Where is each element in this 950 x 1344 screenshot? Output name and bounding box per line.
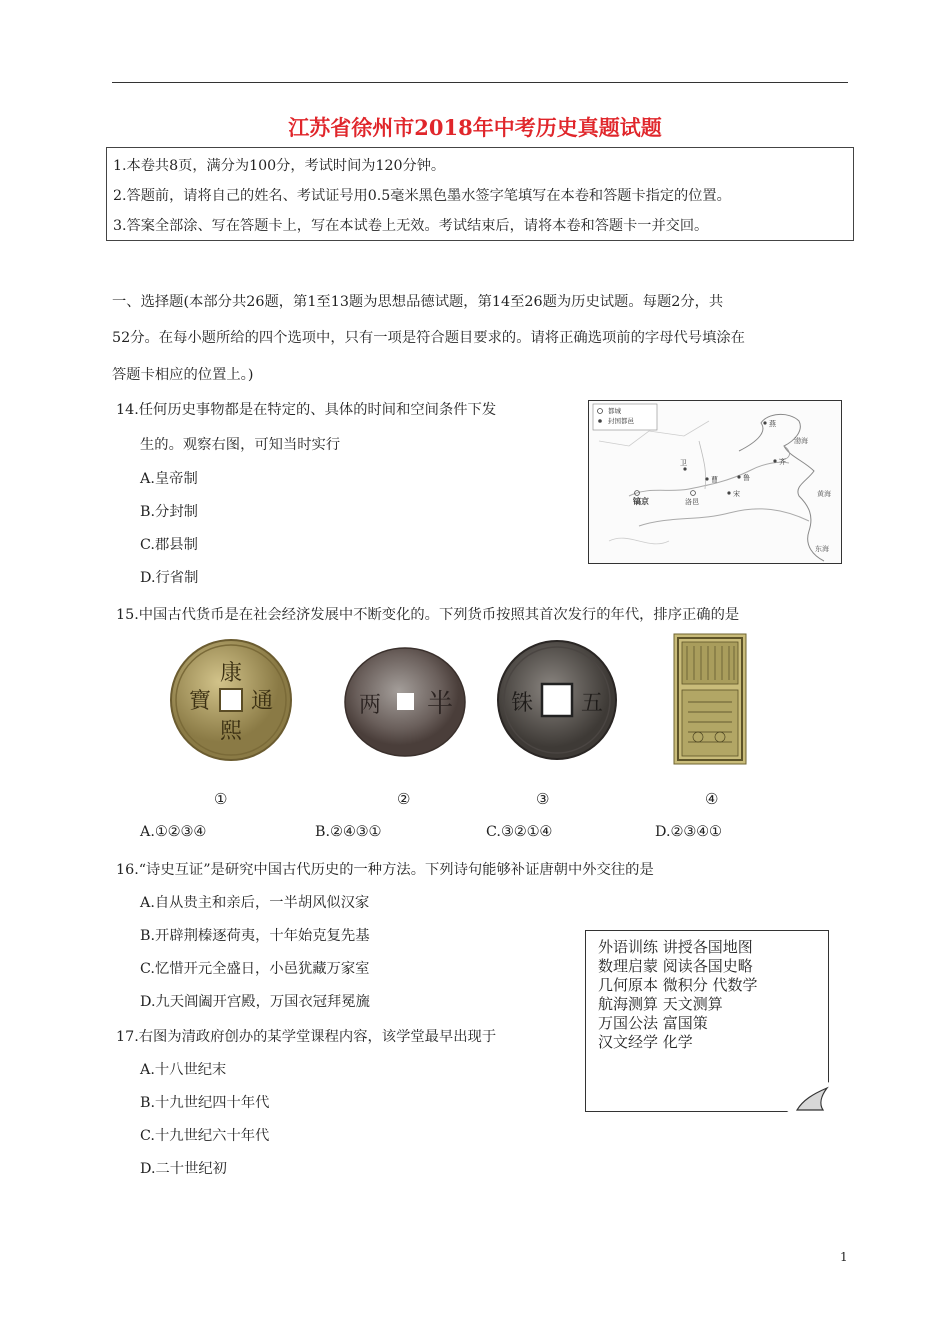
- coin-banliang-image: [342, 646, 468, 758]
- coin-label: ①: [214, 790, 228, 808]
- fief-legend-icon: [598, 419, 602, 423]
- q15-option-c[interactable]: C.③②①④: [486, 824, 553, 840]
- q15-option-a[interactable]: A.①②③④: [140, 824, 207, 840]
- section-intro-line: 一、选择题(本部分共26题，第1至13题为思想品德试题，第14至26题为历史试题。每题2分，共: [112, 294, 724, 310]
- map-marker: [683, 467, 686, 470]
- q16-option-b[interactable]: B.开辟荆榛逐荷夷，十年始克复先基: [140, 928, 370, 944]
- q14-option-b[interactable]: B.分封制: [140, 504, 198, 520]
- q15-option-b[interactable]: B.②④③①: [315, 824, 382, 840]
- coin-character: 两: [358, 693, 382, 718]
- q17-option-a[interactable]: A.十八世纪末: [140, 1062, 227, 1078]
- coin-character: 通: [250, 689, 274, 714]
- course-row: 几何原本 微积分 代数学: [598, 976, 758, 994]
- coin-character: 康: [219, 661, 243, 686]
- western-zhou-map: [588, 400, 842, 564]
- q16-option-c[interactable]: C.忆惜开元全盛日，小邑犹藏万家室: [140, 961, 370, 977]
- page-number: 1: [840, 1250, 848, 1264]
- course-row: 数理启蒙 阅读各国史略: [598, 957, 753, 975]
- notice-line: 3.答案全部涂、写在答题卡上，写在本试卷上无效。考试结束后，请将本卷和答题卡一并交回。: [113, 218, 709, 234]
- map-place-label: 齐: [779, 458, 786, 466]
- map-place-label: 宋: [733, 490, 740, 498]
- map-marker: [763, 421, 766, 424]
- coin-character: 寶: [188, 689, 212, 714]
- map-sea-label: 渤海: [794, 437, 808, 445]
- header-rule: [112, 82, 848, 83]
- section-intro-line: 答题卡相应的位置上。): [112, 367, 254, 383]
- jiaozi-paper-money-image: [672, 632, 748, 766]
- map-place-label: 镐京: [633, 496, 649, 506]
- page-curl-icon: [787, 1082, 829, 1112]
- coin-label: ②: [397, 790, 411, 808]
- coin-character: 熙: [219, 719, 243, 744]
- notice-line: 1.本卷共8页，满分为100分，考试时间为120分钟。: [113, 158, 446, 174]
- q14-option-a[interactable]: A.皇帝制: [140, 471, 198, 487]
- q15-option-d[interactable]: D.②③④①: [655, 824, 722, 840]
- course-list-figure: [585, 930, 829, 1112]
- coin-character: 铢: [510, 691, 534, 716]
- q14-option-c[interactable]: C.郡县制: [140, 537, 198, 553]
- q16-option-d[interactable]: D.九天阊阖开宫殿，万国衣冠拜冕旒: [140, 994, 370, 1010]
- course-row: 万国公法 富国策: [598, 1014, 708, 1032]
- coin-wuzhu-image: [494, 638, 620, 762]
- course-row: 外语训练 讲授各国地图: [598, 938, 753, 956]
- q14-stem: 生的。观察右图，可知当时实行: [140, 437, 341, 453]
- map-marker: [705, 477, 708, 480]
- q14-stem: 14.任何历史事物都是在特定的、具体的时间和空间条件下发: [116, 402, 497, 418]
- map-drawing: [589, 401, 841, 563]
- course-row: 汉文经学 化学: [598, 1033, 693, 1051]
- coin-character: 五: [580, 691, 604, 716]
- map-place-label: 洛邑: [685, 498, 699, 506]
- q17-stem: 17.右图为清政府创办的某学堂课程内容，该学堂最早出现于: [116, 1029, 497, 1045]
- q16-stem: 16.“诗史互证”是研究中国古代历史的一种方法。下列诗句能够补证唐朝中外交往的是: [116, 862, 654, 878]
- map-place-label: 曹: [711, 476, 718, 484]
- notice-line: 2.答题前，请将自己的姓名、考试证号用0.5毫米黑色墨水签字笔填写在本卷和答题卡指定的位置。: [113, 188, 731, 204]
- legend-label: 封国都邑: [608, 417, 634, 425]
- map-place-label: 卫: [680, 459, 687, 467]
- map-sea-label: 黄海: [817, 490, 831, 498]
- course-row: 航海测算 天文测算: [598, 995, 723, 1013]
- coin-character: 半: [426, 689, 454, 719]
- map-place-label: 鲁: [743, 474, 750, 482]
- map-marker: [773, 459, 776, 462]
- exam-notice-box: [106, 147, 854, 241]
- coin-label: ③: [536, 790, 550, 808]
- q14-option-d[interactable]: D.行省制: [140, 570, 199, 586]
- q16-option-a[interactable]: A.自从贵主和亲后，一半胡风似汉家: [140, 895, 370, 911]
- section-intro-line: 52分。在每小题所给的四个选项中，只有一项是符合题目要求的。请将正确选项前的字母代号填涂在: [112, 330, 745, 346]
- map-place-label: 燕: [769, 420, 776, 428]
- page-title: 江苏省徐州市2018年中考历史真题试题: [288, 115, 662, 140]
- q17-option-c[interactable]: C.十九世纪六十年代: [140, 1128, 270, 1144]
- q15-stem: 15.中国古代货币是在社会经济发展中不断变化的。下列货币按照其首次发行的年代，排序正确的是: [116, 607, 740, 623]
- map-marker: [727, 491, 730, 494]
- map-sea-label: 东海: [815, 545, 829, 553]
- q17-option-d[interactable]: D.二十世纪初: [140, 1161, 227, 1177]
- coin-label: ④: [705, 790, 719, 808]
- map-marker: [737, 475, 740, 478]
- legend-label: 都城: [608, 407, 621, 415]
- coin-kangxi-image: [166, 636, 296, 764]
- q17-option-b[interactable]: B.十九世纪四十年代: [140, 1095, 270, 1111]
